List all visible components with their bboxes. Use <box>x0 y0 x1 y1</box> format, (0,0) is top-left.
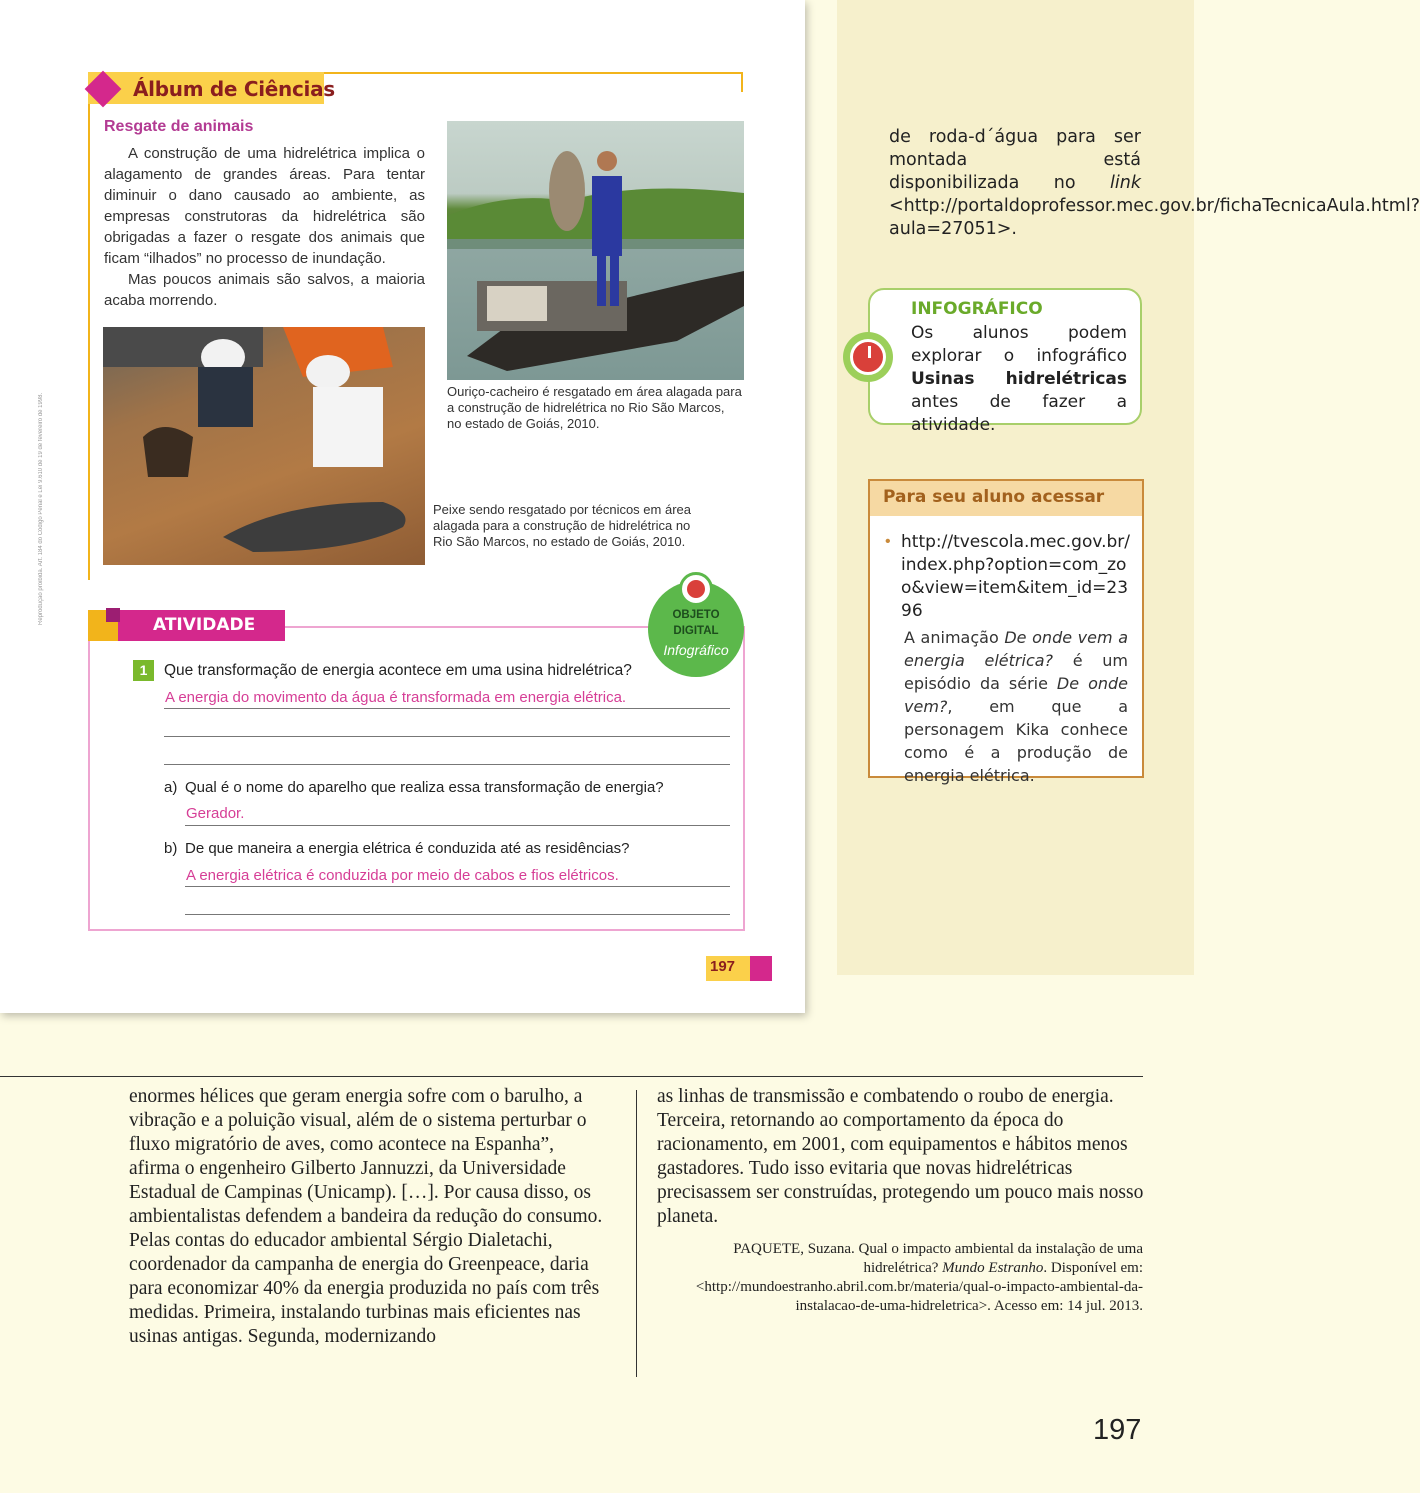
sub-question-text: De que maneira a energia elétrica é conduzida até as residências? <box>185 840 630 857</box>
badge-label: OBJETO <box>672 609 720 621</box>
fish-rescue-photo <box>103 327 425 565</box>
infographic-body <box>911 322 1127 437</box>
desc-italic: De onde vem? <box>904 674 1128 716</box>
desc-text: , em que a personagem Kika conhece como é a produção de energia elétrica. <box>904 697 1128 785</box>
section-title: Resgate de animais <box>104 118 254 135</box>
answer-text: A energia elétrica é conduzida por meio de cabos e fios elétricos. <box>186 867 619 884</box>
desc-italic: De onde vem a energia elétrica? <box>904 628 1128 670</box>
answer-line <box>164 736 730 737</box>
photo-caption: Peixe sendo resgatado por técnicos em área alagada para a construção de hidrelétrica no Rio São Marcos, no estado de Goiás, 2010. <box>433 502 691 549</box>
question-number: 1 <box>133 660 154 681</box>
power-icon <box>679 572 713 606</box>
answer-line <box>185 914 730 915</box>
desc-text: A animação <box>904 628 1005 647</box>
reference <box>657 1240 1143 1316</box>
bullet-icon: • <box>885 533 891 550</box>
activity-title: ATIVIDADE <box>153 615 256 635</box>
sub-question-label: b) <box>164 840 178 857</box>
access-description <box>904 626 1128 787</box>
teacher-link[interactable]: <http://portaldoprofessor.mec.gov.br/fichaTecnicaAula.html?aula=27051>. <box>889 196 1420 239</box>
body-paragraph: A construção de uma hidrelétrica implica o alagamento de grandes áreas. Para tentar diminuir o dano causado ao ambiente, as empresas construtoras da hidrelétrica são obrigadas a fazer o resgate dos animais que ficam “ilhados” no processo de inundação. <box>104 145 425 267</box>
photo-caption: Ouriço-cacheiro é resgatado em área alagada para a construção de hidrelétrica no Rio São Marcos, no estado de Goiás, 2010. <box>447 384 742 431</box>
section-body <box>104 143 425 311</box>
access-url[interactable]: http://tvescola.mec.gov.br/index.php?option=com_zoo&view=item&item_id=2396 <box>901 532 1131 621</box>
student-page-number-tag <box>706 956 772 981</box>
desc-text: é um episódio da série <box>904 651 1128 693</box>
answer-line <box>164 764 730 765</box>
porcupine-rescue-illustration <box>447 121 744 380</box>
body-paragraph: Mas poucos animais são salvos, a maioria acaba morrendo. <box>104 271 425 309</box>
power-icon[interactable] <box>843 332 893 382</box>
infographic-title: INFOGRÁFICO <box>911 299 1043 319</box>
album-title: Álbum de Ciências <box>133 77 335 101</box>
teacher-note <box>889 126 1420 241</box>
answer-line <box>185 886 730 887</box>
album-frame-edge <box>741 72 743 92</box>
badge-label: Infográfico <box>663 642 729 658</box>
column-divider <box>636 1090 637 1377</box>
divider <box>0 1076 1143 1077</box>
reference-text: . Disponível em: <http://mundoestranho.abril.com.br/materia/qual-o-impacto-ambiental-da-instalacao-de-uma-hidreletrica>. Acesso em: 14 jul. 2013. <box>695 1260 1143 1314</box>
infographic-text: antes de fazer a atividade. <box>911 392 1127 435</box>
question-text: Que transformação de energia acontece em uma usina hidrelétrica? <box>164 662 632 679</box>
reference-source: Mundo Estranho <box>942 1260 1044 1276</box>
fish-rescue-illustration <box>103 327 425 565</box>
answer-line <box>164 708 730 709</box>
link-word: link <box>1110 173 1141 193</box>
copyright-note: Reprodução proibida. Art. 184 do Código Penal e Lei 9.610 de 19 de fevereiro de 1998. <box>38 392 44 625</box>
infographic-text: Os alunos podem explorar o infográfico <box>911 323 1127 366</box>
porcupine-rescue-photo <box>447 121 744 380</box>
badge-label: DIGITAL <box>673 625 719 637</box>
answer-line <box>185 825 730 826</box>
sub-question-text: Qual é o nome do aparelho que realiza essa transformação de energia? <box>185 779 664 796</box>
answer-text: Gerador. <box>186 805 245 822</box>
student-page-number: 197 <box>710 958 736 975</box>
teacher-note-text: de roda-d´água para ser montada está disponibilizada no <box>889 127 1141 193</box>
reference-text: PAQUETE, Suzana. Qual o impacto ambiental da instalação de uma hidrelétrica? <box>733 1241 1143 1276</box>
article-column-left: enormes hélices que geram energia sofre com o barulho, a vibração e a poluição visual, além de o sistema perturbar o fluxo migratório de aves, como acontece na Espanha”, afirma o engenheiro Gilberto Jannuzzi, da Universidade Estadual de Campinas (Unicamp). […]. Por causa disso, os ambientalistas defendem a bandeira da redução do consumo. Pelas contas do educador ambiental Sérgio Dialetachi, coordenador da campanha de energia do Greenpeace, daria para economizar 40% da energia produzida no país com três medidas. Primeira, instalando turbinas mais eficientes nas usinas antigas. Segunda, modernizando <box>129 1086 603 1347</box>
student-access-title: Para seu aluno acessar <box>883 487 1105 507</box>
article-column-right: as linhas de transmissão e combatendo o roubo de energia. Terceira, retornando ao comportamento da época do racionamento, em 2001, com equipamentos e hábitos menos gastadores. Tudo isso evitaria que novas hidrelétricas precisassem ser construídas, protegendo um pouco mais nosso planeta. <box>657 1086 1144 1227</box>
answer-text: A energia do movimento da água é transformada em energia elétrica. <box>165 689 627 706</box>
activity-tab-corner <box>106 608 120 622</box>
access-link[interactable] <box>901 531 1131 623</box>
infographic-name: Usinas hidrelétricas <box>911 369 1127 389</box>
sub-question-label: a) <box>164 779 178 796</box>
page-number: 197 <box>1093 1414 1142 1446</box>
